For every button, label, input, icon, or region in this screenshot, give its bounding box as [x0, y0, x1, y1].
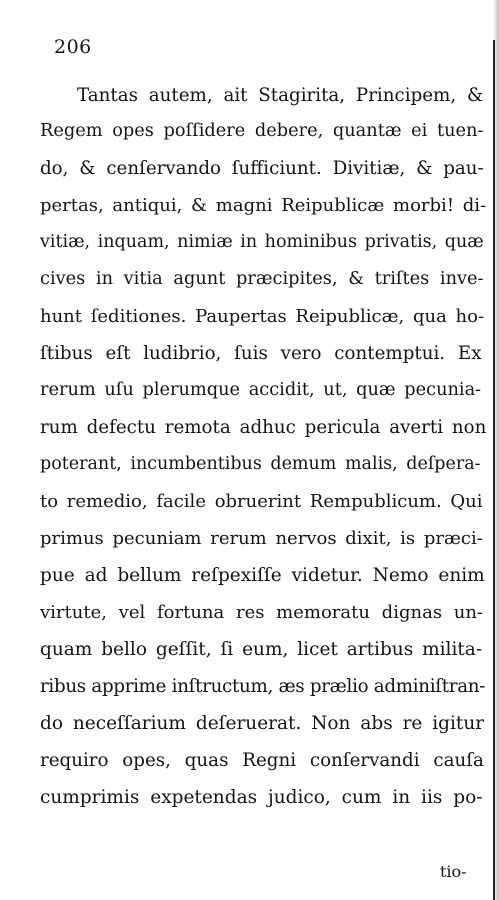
- page-number: 206: [54, 36, 92, 58]
- text-line: Regem opes poſſidere debere, quantæ ei tuen-: [40, 121, 484, 141]
- text-line: do, & cenſervando ſufficiunt. Divitiæ, & pau-: [40, 158, 484, 179]
- text-line: poterant, incumbentibus demum malis, deſpera-: [40, 454, 481, 474]
- text-line: do neceſſarium deſeruerat. Non abs re igitur: [40, 713, 485, 734]
- text-line: vitiæ, inquam, nimiæ in hominibus privatis, quæ: [40, 232, 484, 252]
- text-line: pertas, antiqui, & magni Reipublicæ morbi! di-: [40, 195, 487, 216]
- text-line: requiro opes, quas Regni conſervandi cauſa: [40, 750, 484, 771]
- text-line: pue ad bellum reſpexiſſe videtur. Nemo enim: [40, 565, 485, 586]
- text-line: to remedio, facile obruerint Rempublicum. Qui: [40, 491, 483, 512]
- text-line: rum defectu remota adhuc pericula averti non: [40, 417, 487, 438]
- text-line: hunt ſeditiones. Paupertas Reipublicæ, qua ho-: [40, 306, 485, 327]
- text-line: Tantas autem, ait Stagirita, Principem, &: [77, 85, 484, 106]
- text-line: quam bello geſſit, ſi eum, licet artibus milita-: [40, 639, 483, 660]
- text-line: rerum uſu plerumque accidit, ut, quæ pecunia-: [40, 380, 482, 400]
- text-line: cumprimis expetendas judico, cum in iis po-: [40, 787, 483, 808]
- text-line: virtute, vel fortuna res memoratu dignas un-: [40, 602, 484, 623]
- text-line: primus pecuniam rerum nervos dixit, is præci-: [40, 528, 483, 549]
- catchword: tio-: [440, 862, 467, 881]
- page-edge-line: [493, 40, 495, 900]
- text-line: ribus apprime inſtructum, æs prælio adminiſtran-: [40, 676, 486, 697]
- text-line: ſtibus eſt ludibrio, ſuis vero contemptui. Ex: [40, 343, 482, 364]
- text-line: cives in vitia agunt præcipites, & triſtes inve-: [40, 269, 484, 289]
